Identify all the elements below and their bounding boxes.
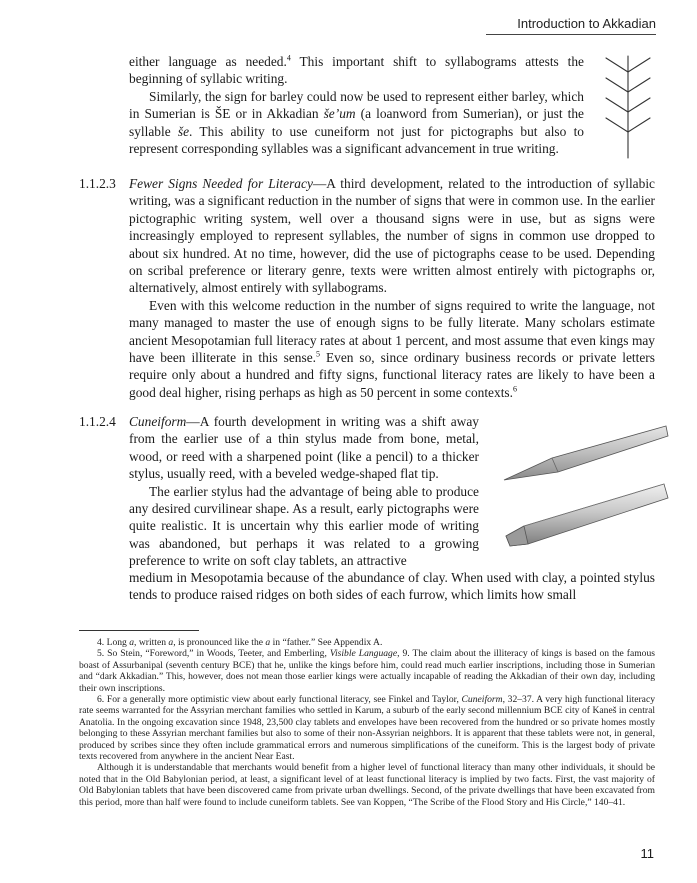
section-1-1-2-3-body xyxy=(129,175,655,401)
footnote-6-continued: Although it is understandable that merchants would benefit from a higher level of functional literacy than many other individuals, it should be noted that in the Old Babylonian period, at least, a significant level of at least functional literacy is implied by two facts. First, the vast majority of Old Babylonian tablets that have been discovered came from private urban dwellings. Second, of the private dwellings that have been excavated from this period, more than half were found to include cuneiform tablets. See van Koppen, “The Scribe of the Flood Story and His Circle,” 140–41. xyxy=(79,762,655,808)
italic-term: a xyxy=(168,637,174,648)
running-header: Introduction to Akkadian xyxy=(517,16,656,31)
footnote-rule xyxy=(79,630,199,631)
pointed-stylus xyxy=(504,426,668,480)
section-1-1-2-4-body-full xyxy=(129,569,655,604)
text-run: 6. For a generally more optimistic view about early functional literacy, see Finkel and Taylor, xyxy=(97,694,462,706)
italic-title: Visible Language xyxy=(329,648,398,660)
section-1-1-2-4-body-narrow xyxy=(129,413,479,570)
paragraph-literacy-rates xyxy=(129,297,655,401)
text-run: Even so, since ordinary business records or private letters require only about a hundred and fifty signs, functional literacy rates are likely to have been a good deal higher, rising perhaps as high as 50 percent in some contexts. xyxy=(129,350,655,400)
footnotes xyxy=(79,637,655,808)
text-run: . This ability to use cuneiform not just for pictographs but also to represent corresponding syllables was a significant advancement in true writing. xyxy=(129,123,584,157)
text-run: (a loanword from Sumerian), or just the syllable xyxy=(129,106,584,139)
text-run: 4. Long xyxy=(97,637,130,648)
section-title: Fewer Signs Needed for Literacy xyxy=(129,176,313,191)
italic-term: še xyxy=(177,123,190,139)
text-run: Similarly, the sign for barley could now be used to represent either barley, which in Sumerian is ŠE or in Akkadian xyxy=(129,88,584,122)
text-run: either language as needed. xyxy=(129,54,287,69)
text-run: —A third development, related to the introduction of syllabic writing, was a significant reduction in the number of signs that were in common use. In the earlier pictographic writing system, well over a thousand signs were in use, but as signs were increasingly employed to represent syllables, the number of signs in common use dropped to about six hundred. At no time, however, did the use of pictographs cease to be used. Depending on scribal preference or literary genre, texts were written almost entirely with pictographs or, alternatively, almost entirely with syllabograms. xyxy=(129,176,655,296)
text-run: Even with this welcome reduction in the number of signs required to write the language, not many managed to master the use of enough signs to be fully literate. Many scholars estimate ancient Mesopotamian full literacy rates at about 1 percent, and most assume that even kings may have been illiterate in this sense. xyxy=(129,297,655,366)
top-paragraph-block xyxy=(129,53,584,157)
text-run: , is pronounced like the xyxy=(173,637,266,648)
italic-term: a xyxy=(265,637,271,648)
text-run: —A fourth development in writing was a shift away from the earlier use of a thin stylus made from bone, metal, wood, or reed with a sharpened point (like a pencil) to a thicker stylus, usually reed, with a beveled wedge-shaped flat tip. xyxy=(129,414,479,482)
paragraph-syllabograms xyxy=(129,53,584,88)
footnote-ref-5[interactable]: 5 xyxy=(316,349,320,359)
paragraph-earlier-stylus: The earlier stylus had the advantage of being able to produce any desired curvilinear shape. As a result, early pictographs were quite realistic. It is uncertain why this earlier mode of writing was abandoned, but perhaps it was related to a growing preference to write on soft clay tablets, an attractive xyxy=(129,483,479,569)
stylus-figure xyxy=(500,418,670,558)
paragraph-clay-medium: medium in Mesopotamia because of the abundance of clay. When used with clay, a pointed stylus tends to produce raised ridges on both sides of each furrow, which limits how small xyxy=(129,570,655,603)
section-number-1-1-2-3: 1.1.2.3 xyxy=(79,176,116,191)
text-run: 5. So Stein, “Foreword,” in Woods, Teeter, and Emberling, xyxy=(97,648,330,660)
text-run: , 32–37. A very high functional literacy rate seems warranted for the Assyrian merchant families who settled in Karum, a suburb of the early second millennium BCE city of Kaneš in central Anatolia. In the ongoing excavation since 1948, 23,500 clay tablets and envelopes have been recovered from the hundred or so private homes mostly belonging to these Assyrian merchant families but also to some of their non-Assyrian neighbors. It is apparent that these tablets were not, in general, produced by scribes since they often include grammatical errors and numerous simplifications of the cuneiform. This is the largest body of private texts recovered from anywhere in the ancient Near East. xyxy=(79,694,655,763)
paragraph-barley-sign xyxy=(129,88,584,158)
text-run: This important shift to syllabograms attests the beginning of syllabic writing. xyxy=(129,54,584,87)
italic-title: Cuneiform xyxy=(461,694,503,706)
section-title: Cuneiform xyxy=(129,414,187,429)
text-run: , written xyxy=(134,637,169,648)
section-number-1-1-2-4: 1.1.2.4 xyxy=(79,414,116,429)
paragraph-fewer-signs xyxy=(129,175,655,297)
footnote-4 xyxy=(79,637,655,648)
italic-term: še’um xyxy=(323,106,356,122)
footnote-5 xyxy=(79,648,655,694)
page-number: 11 xyxy=(640,846,654,861)
footnote-ref-6[interactable]: 6 xyxy=(512,384,517,394)
paragraph-cuneiform-intro xyxy=(129,413,479,483)
footnote-ref-4[interactable]: 4 xyxy=(286,53,291,63)
italic-term: a xyxy=(129,637,135,648)
wedge-stylus xyxy=(506,484,668,546)
text-run: in “father.” See Appendix A. xyxy=(270,637,383,648)
barley-sign-figure xyxy=(600,52,656,162)
text-run: , 9. The claim about the illiteracy of kings is based on the famous boast of Assurbanipal (seventh century BCE) that he, unlike the kings before him, could read much earlier inscriptions, including those in Sumerian and “dark Akkadian.” This, however, does not mean those earlier kings were actually incapable of reading the Akkadian of their own day, including their own inscriptions. xyxy=(79,648,655,694)
header-rule xyxy=(486,34,656,35)
footnote-6 xyxy=(79,694,655,762)
